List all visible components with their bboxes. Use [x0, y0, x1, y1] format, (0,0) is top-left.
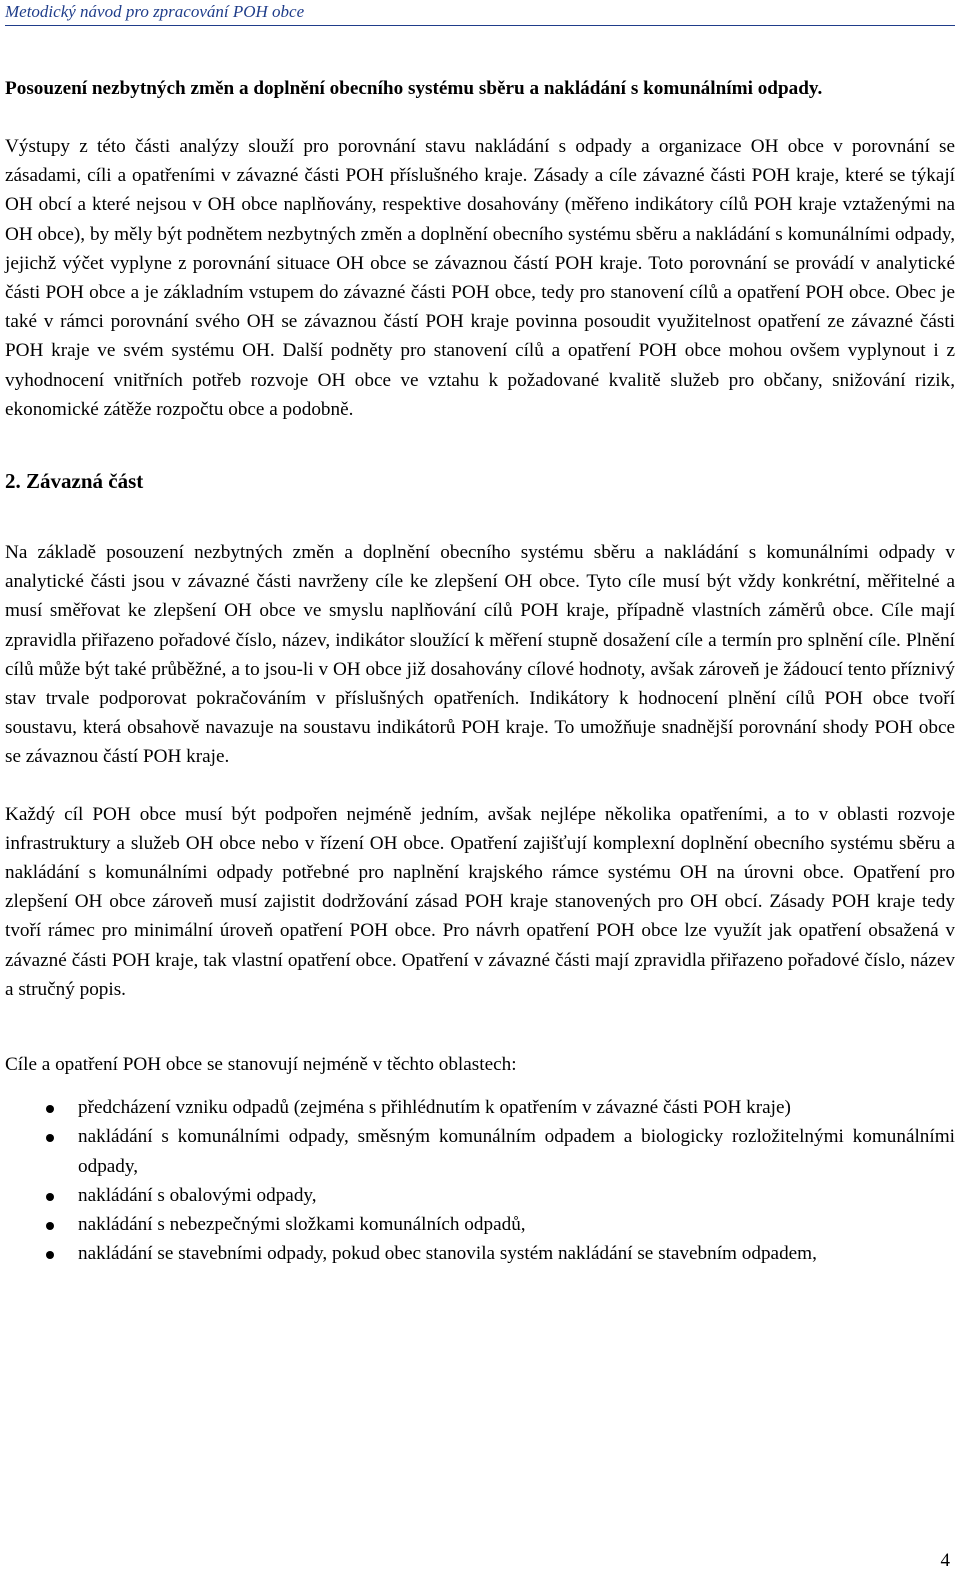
- areas-list: [5, 1093, 955, 1268]
- spacer: [5, 103, 955, 132]
- bullet-icon: [46, 1193, 54, 1201]
- bullet-icon: [46, 1222, 54, 1230]
- list-item: [5, 1210, 955, 1239]
- list-item: [5, 1181, 955, 1210]
- paragraph-measures: Každý cíl POH obce musí být podpořen nejméně jedním, avšak nejlépe několika opatřeními, a to v oblasti rozvoje infrastruktury a služeb OH obce nebo v řízení OH obce. Opatření zajišťují komplexní doplnění obecního systému sběru a nakládání s komunálními odpady potřebné pro naplnění krajského rámce systému OH na úrovni obce. Opatření pro zlepšení OH obce zároveň musí zajistit dodržování zásad POH kraje stanovených pro OH obcí. Zásady POH kraje tedy tvoří rámec pro minimální úroveň opatření POH obce. Pro návrh opatření POH obce lze využít jak opatření obsažená v závazné části POH kraje, tak vlastní opatření obce. Opatření v závazné části mají zpravidla přiřazeno pořadové číslo, název a stručný popis.: [5, 803, 955, 1000]
- list-intro: Cíle a opatření POH obce se stanovují nejméně v těchto oblastech:: [5, 1054, 517, 1076]
- list-item-text: nakládání s obalovými odpady,: [78, 1184, 317, 1206]
- list-item-text: nakládání s nebezpečnými složkami komunálních odpadů,: [78, 1214, 526, 1236]
- spacer: [5, 424, 955, 466]
- spacer: [5, 1079, 955, 1093]
- bullet-icon: [46, 1105, 54, 1113]
- page-number: 4: [940, 1550, 950, 1571]
- paragraph-assessment: Výstupy z této části analýzy slouží pro porovnání stavu nakládání s odpady a organizace OH obce v porovnání se zásadami, cíli a opatřeními v závazné části POH příslušného kraje. Zásady a cíle závazné části POH kraje, které se týkají OH obcí a které nejsou v OH obce naplňovány, respektive dosahovány (měřeno indikátory cílů POH kraje vztaženými na OH obce), by měly být podnětem nezbytných změn a doplnění obecního systému sběru a nakládání s komunálními odpady, jejichž výčet vyplyne z porovnání situace OH obce se závaznou částí POH kraje. Toto porovnání se provádí v analytické části POH obce a je základním vstupem do závazné části POH obce, tedy pro stanovení cílů a opatření POH obce. Obec je také v rámci porovnání svého OH se závaznou částí POH kraje povinna posoudit využitelnost opatření ze závazné části POH kraje ve svém systému OH. Další podněty pro stanovení cílů a opatření POH obce mohou ovšem vyplynout i z vyhodnocení vnitřních potřeb rozvoje OH obce ve vztahu k požadované kvalitě služeb pro občany, snižování rizik, ekonomické zátěže rozpočtu obce a podobně.: [5, 136, 955, 420]
- header-divider: [5, 25, 955, 26]
- bullet-icon: [46, 1134, 54, 1142]
- spacer: [5, 772, 955, 800]
- list-item: [5, 1122, 955, 1180]
- list-item: [5, 1239, 955, 1268]
- header-title: Metodický návod pro zpracování POH obce: [5, 2, 305, 21]
- list-item-text: nakládání s komunálními odpady, směsným komunálním odpadem a biologicky rozložitelnými komunálními odpady,: [78, 1126, 955, 1177]
- list-item-text: nakládání se stavebními odpady, pokud obec stanovila systém nakládání se stavebním odpadem,: [78, 1243, 817, 1265]
- document-body: [5, 74, 955, 1269]
- section-heading-binding-part: 2. Závazná část: [5, 469, 144, 494]
- spacer: [5, 1004, 955, 1050]
- bullet-icon: [46, 1251, 54, 1259]
- page-header: [0, 0, 960, 24]
- list-item: [5, 1093, 955, 1122]
- spacer: [5, 496, 955, 538]
- list-item-text: předcházení vzniku odpadů (zejména s přihlédnutím k opatřením v závazné části POH kraje): [78, 1097, 791, 1119]
- paragraph-goals: Na základě posouzení nezbytných změn a doplnění obecního systému sběru a nakládání s komunálními odpady v analytické části jsou v závazné části navrženy cíle ke zlepšení OH obce. Tyto cíle musí být vždy konkrétní, měřitelné a musí směřovat ke zlepšení OH obce ve smyslu naplňování cílů POH kraje, případně vlastních záměrů obce. Cíle mají zpravidla přiřazeno pořadové číslo, název, indikátor sloužící k měření stupně dosažení cíle a termín pro splnění cíle. Plnění cílů může být také průběžné, a to jsou-li v OH obce již dosahovány cílové hodnoty, avšak zároveň je žádoucí tento příznivý stav trvale podporovat pokračováním v příslušných opatřeních. Indikátory k hodnocení plnění cílů POH obce tvoří soustavu, která obsahově navazuje na soustavu indikátorů POH kraje. To umožňuje snadnější porovnání shody POH obce se závaznou částí POH kraje.: [5, 542, 955, 768]
- section-heading-assessment: Posouzení nezbytných změn a doplnění obecního systému sběru a nakládání s komunálními odpady.: [5, 78, 823, 99]
